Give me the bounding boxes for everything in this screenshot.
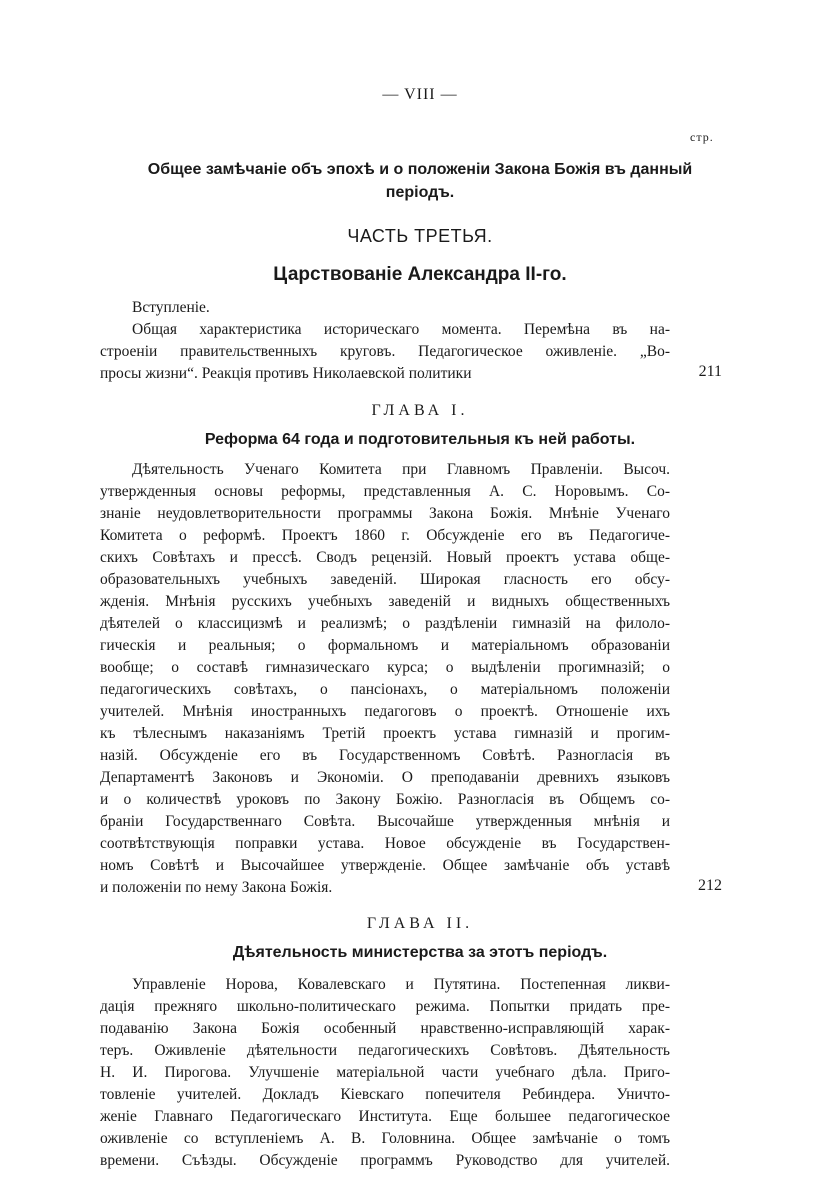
chapter-1-line: соотвѣтствующія поправки устава. Новое обсужденіе въ Государствен- <box>100 835 670 852</box>
page-folio: — VIII — <box>382 86 458 103</box>
chapter-1-line: Комитета о реформѣ. Проектъ 1860 г. Обсужденіе его въ Педагогиче- <box>100 527 670 544</box>
chapter-1-line: образовательныхъ учебныхъ заведеній. Широкая гласность его обсу- <box>100 571 670 588</box>
part-title: ЧАСТЬ ТРЕТЬЯ. <box>347 226 493 246</box>
chapter-1-line: браніи Государственнаго Совѣта. Высочайше утвержденныя мнѣнія и <box>100 813 670 830</box>
intro-line: Общая характеристика историческаго момента. Перемѣна въ на- <box>132 321 670 338</box>
chapter-2-line: дація прежняго школьно-политическаго режима. Попытки придать пре- <box>100 998 670 1015</box>
chapter-1-line: назій. Обсужденіе его въ Государственномъ Совѣтѣ. Разногласія въ <box>100 747 670 764</box>
chapter-1-line: номъ Совѣтѣ и Высочайшее утвержденіе. Общее замѣчаніе объ уставѣ <box>100 857 670 874</box>
chapter-2-line: Управленіе Норова, Ковалевскаго и Путятина. Постепенная ликви- <box>132 976 670 993</box>
chapter-1-title: Реформа 64 года и подготовительныя къ ней работы. <box>204 431 636 448</box>
chapter-1-line: гическія и реальныя; о формальномъ и матеріальномъ образованіи <box>100 637 670 654</box>
chapter-2-line: подаванію Закона Божія особенный нравственно-исправляющій харак- <box>100 1020 670 1037</box>
page-column-label: стр. <box>690 130 714 144</box>
chapter-2-line: товленіе учителей. Докладъ Кіевскаго попечителя Ребиндера. Уничто- <box>100 1086 670 1103</box>
chapter-2-title: Дѣятельность министерства за этотъ періодъ. <box>232 944 608 961</box>
intro-line: просы жизни“. Реакція противъ Николаевской политики <box>100 365 472 382</box>
chapter-1-line: учителей. Мнѣнія иностранныхъ педагоговъ о проектѣ. Отношеніе ихъ <box>100 703 670 720</box>
chapter-2-line: времени. Съѣзды. Обсужденіе программъ Руководство для учителей. <box>100 1152 670 1169</box>
intro-line: строеніи правительственныхъ круговъ. Педагогическое оживленіе. „Во- <box>100 343 670 360</box>
chapter-2-line: оживленіе со вступленіемъ А. В. Головнина. Общее замѣчаніе о томъ <box>100 1130 670 1147</box>
chapter-1-label: ГЛАВА I. <box>371 402 469 419</box>
intro-page-number: 211 <box>698 363 722 380</box>
chapter-1-line: жденія. Мнѣнія русскихъ учебныхъ заведеній и видныхъ общественныхъ <box>100 593 670 610</box>
chapter-1-line: знаніе неудовлетворительности программы Закона Божія. Мнѣніе Ученаго <box>100 505 670 522</box>
chapter-1-line: Дѣятельность Ученаго Комитета при Главномъ Правленіи. Высоч. <box>132 461 670 478</box>
chapter-1-line: утвержденныя основы реформы, представленныя А. С. Норовымъ. Со- <box>100 483 670 500</box>
chapter-1-line: дѣятелей о классицизмѣ и реализмѣ; о раздѣленіи гимназій на филоло- <box>100 615 670 632</box>
chapter-2-line: Н. И. Пирогова. Улучшеніе матеріальной части учебнаго дѣла. Приго- <box>100 1064 670 1081</box>
chapter-1-line: скихъ Совѣтахъ и прессѣ. Сводъ рецензій. Новый проектъ устава обще- <box>100 549 670 566</box>
chapter-1-line: Департаментѣ Законовъ и Экономіи. О преподаваніи древнихъ языковъ <box>100 769 670 786</box>
chapter-1-line: и о количествѣ уроковъ по Закону Божію. Разногласія въ Общемъ со- <box>100 791 670 808</box>
chapter-1-line: вообще; о составѣ гимназическаго курса; о выдѣленіи прогимназій; о <box>100 659 670 676</box>
chapter-2-line: женіе Главнаго Педагогическаго Института. Еще большее педагогическое <box>100 1108 670 1125</box>
reign-title: Царствованіе Александра II-го. <box>273 264 567 285</box>
intro-title-line-1: Общее замѣчаніе объ эпохѣ и о положеніи Закона Божія въ данный <box>147 161 693 178</box>
chapter-1-line: педагогическихъ совѣтахъ, о пансіонахъ, о матеріальномъ положеніи <box>100 681 670 698</box>
chapter-2-label: ГЛАВА II. <box>366 915 474 932</box>
chapter-1-line: къ тѣлеснымъ наказаніямъ Третій проектъ устава гимназій и прогим- <box>100 725 670 742</box>
chapter-1-line: и положеніи по нему Закона Божія. <box>100 879 333 896</box>
chapter-1-page-number: 212 <box>698 877 722 894</box>
intro-line: Вступленіе. <box>132 299 210 316</box>
chapter-2-line: теръ. Оживленіе дѣятельности педагогическихъ Совѣтовъ. Дѣятельность <box>100 1042 670 1059</box>
intro-title-line-2: періодъ. <box>385 184 455 201</box>
